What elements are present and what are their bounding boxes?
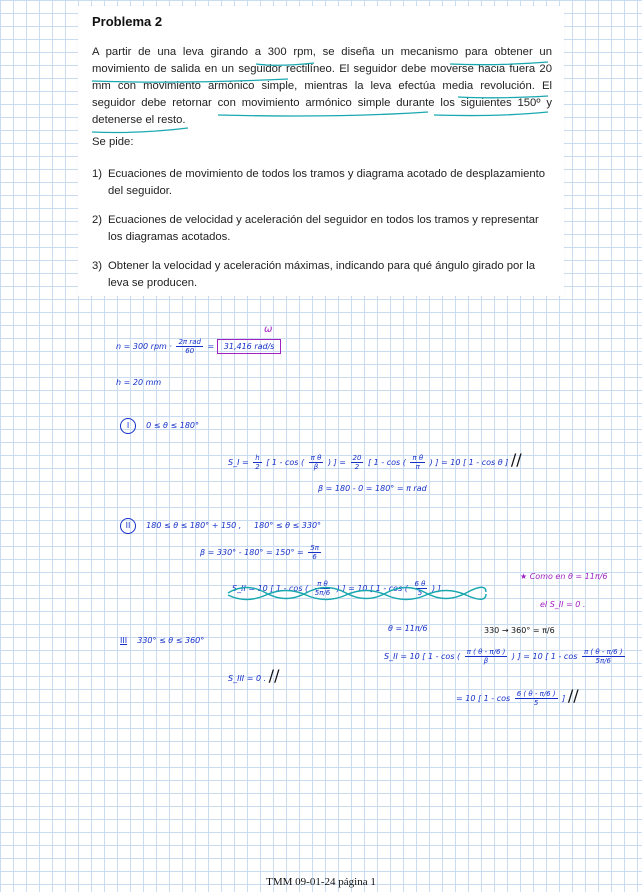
eq-part: S_II = 10 [ 1 - cos (	[384, 652, 461, 661]
page-footer: TMM 09-01-24 página 1	[266, 876, 376, 888]
eq-part: [ 1 - cos (	[367, 458, 406, 467]
problem-statement: A partir de una leva girando a 300 rpm, se diseña un mecanismo para obtener un movimiento de salida en un seguidor rectilíneo. El seguidor debe moverse hacia fuera 20 mm con movimiento armónico simple, mientras la leva efectúa media revolución. El seguidor debe retornar con movimiento armónico simple durante los siguientes 150º y detenerse el resto.	[92, 46, 552, 126]
fraction	[410, 454, 425, 471]
item-number: 2)	[92, 214, 103, 226]
omega-result: 31,416 rad/s	[217, 339, 282, 354]
request-label: Se pide:	[92, 136, 134, 148]
fraction-denominator: 5	[533, 699, 539, 707]
fraction-numerator: 6 ( θ - π/6 )	[516, 690, 556, 698]
problem-title: Problema 2	[92, 14, 163, 29]
item-text: Obtener la velocidad y aceleración máximas, indicando para qué ángulo girado por la leva se producen.	[108, 260, 536, 289]
fraction-denominator: 5π/6	[314, 589, 331, 597]
end-mark: //	[567, 686, 579, 705]
item-number: 1)	[92, 168, 103, 180]
fraction-numerator: 6 θ	[414, 580, 426, 588]
fraction	[309, 454, 324, 471]
h-equation: h = 20 mm	[116, 378, 162, 387]
fraction-denominator: 60	[185, 347, 195, 355]
fraction-numerator: π θ	[310, 454, 322, 462]
fraction	[313, 580, 332, 597]
request-item-3	[92, 258, 554, 292]
fraction-denominator: 2	[255, 463, 260, 471]
fraction-denominator: 5	[417, 589, 423, 597]
rpm-fraction	[176, 338, 203, 355]
section-1-equation	[228, 450, 522, 471]
omega-label: ω	[264, 324, 273, 335]
note-line-2: el S_II = 0 .	[540, 600, 586, 609]
end-mark: //	[510, 450, 522, 469]
section-2-range-b: 180° ≤ θ ≤ 330°	[254, 521, 322, 530]
eq-part: S_II = 10 [ 1 - cos (	[232, 584, 309, 593]
fraction-denominator: π	[415, 463, 420, 471]
section-3-range: 330° ≤ θ ≤ 360°	[137, 636, 205, 645]
eq-part: β = 330° - 180° = 150° =	[200, 548, 304, 557]
eq-part: ) ] =	[327, 458, 346, 467]
fraction	[465, 648, 508, 665]
eq-part: ) ]	[431, 584, 441, 593]
eq-part: ) ] = 10 [ 1 - cos θ ]	[429, 458, 509, 467]
fraction	[351, 454, 364, 471]
section-3-label: III	[120, 636, 128, 645]
note-line-1: ★ Como en θ = 11π/6	[520, 572, 608, 581]
theta-equation: θ = 11π/6	[388, 624, 428, 633]
request-item-2	[92, 212, 554, 246]
eq-part: ]	[562, 694, 566, 703]
section-3-equation	[228, 666, 279, 685]
fraction	[412, 580, 427, 597]
fraction-numerator: h	[255, 454, 260, 462]
eq-part: ) ] = 10 [ 1 - cos	[511, 652, 578, 661]
fraction-numerator: π θ	[317, 580, 328, 588]
section-2-equation-line-2	[456, 686, 579, 707]
fraction	[253, 454, 261, 471]
fraction-denominator: 6	[312, 553, 317, 561]
fraction-numerator: 2π rad	[178, 338, 201, 346]
fraction-denominator: β	[313, 463, 319, 471]
section-2-header	[120, 518, 321, 534]
end-mark: //	[268, 666, 280, 685]
fraction-numerator: π ( θ - π/6 )	[583, 648, 623, 656]
section-1-beta: β = 180 - 0 = 180° = π rad	[318, 484, 427, 493]
section-1-header	[120, 418, 199, 434]
section-2-equation-crossed	[232, 580, 441, 597]
request-item-1	[92, 166, 554, 200]
section-1-label: I	[120, 418, 136, 434]
fraction	[582, 648, 625, 665]
eq-part: [ 1 - cos (	[266, 458, 305, 467]
fraction-numerator: 20	[352, 454, 362, 462]
degree-equation: 330 → 360° = π/6	[484, 626, 555, 635]
rpm-left: n = 300 rpm ·	[116, 342, 172, 351]
rpm-conversion	[116, 338, 281, 355]
section-2-equation-corrected	[384, 648, 627, 665]
fraction-numerator: 5π	[310, 544, 319, 552]
fraction-denominator: 2	[354, 463, 360, 471]
section-3-header	[120, 636, 204, 645]
section-2-label: II	[120, 518, 136, 534]
equals-sign: =	[207, 342, 215, 351]
eq-part: S_III = 0 .	[228, 674, 267, 683]
fraction-numerator: π ( θ - π/6 )	[466, 648, 506, 656]
item-number: 3)	[92, 260, 103, 272]
fraction-denominator: β	[483, 657, 489, 665]
fraction	[515, 690, 558, 707]
problem-statement-box	[78, 6, 564, 296]
section-2-range-a: 180 ≤ θ ≤ 180° + 150 ,	[146, 521, 242, 530]
fraction-numerator: π θ	[412, 454, 424, 462]
fraction-denominator: 5π/6	[595, 657, 611, 665]
item-text: Ecuaciones de velocidad y aceleración del seguidor en todos los tramos y representar los diagramas acotados.	[108, 214, 539, 243]
section-1-range: 0 ≤ θ ≤ 180°	[146, 421, 200, 430]
item-text: Ecuaciones de movimiento de todos los tramos y diagrama acotado de desplazamiento del seguidor.	[108, 168, 546, 197]
fraction	[308, 544, 321, 561]
section-2-beta	[200, 544, 323, 561]
eq-part: S_I =	[228, 458, 249, 467]
eq-part: ) ] = 10 [ 1 - cos (	[336, 584, 408, 593]
eq-part: = 10 [ 1 - cos	[456, 694, 511, 703]
